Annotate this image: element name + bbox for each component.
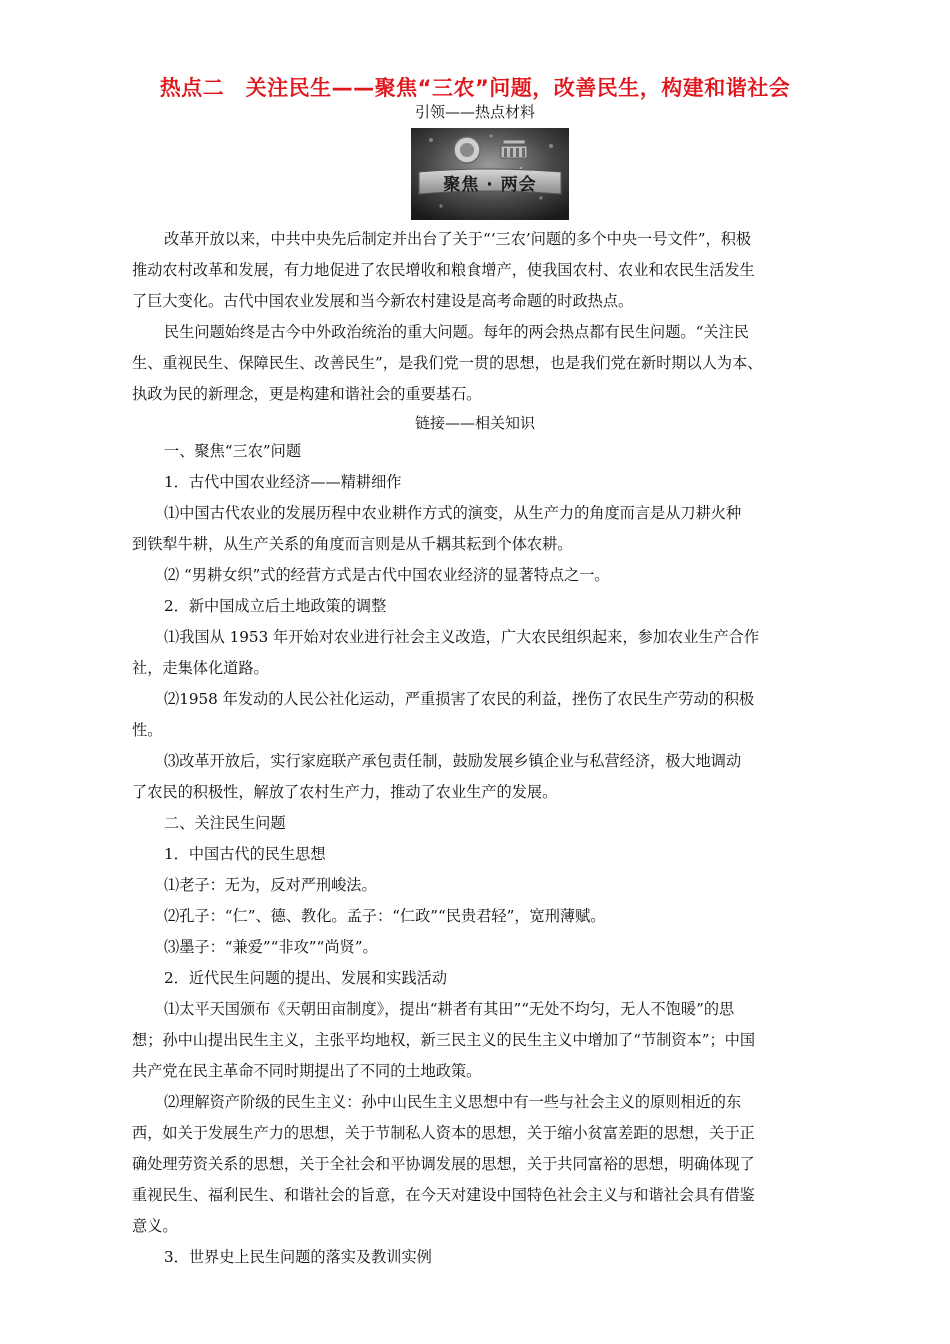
text-line: 了巨大变化。古代中国农业发展和当今新农村建设是高考命题的时政热点。 (132, 292, 634, 310)
text-line: 了农民的积极性，解放了农村生产力，推动了农业生产的发展。 (132, 783, 558, 801)
banner-image (411, 128, 569, 220)
intro-paragraph (132, 317, 822, 410)
intro-text (132, 224, 822, 410)
text-line: 1．古代中国农业经济——精耕细作 (164, 473, 402, 491)
text-line: 执政为民的新理念，更是构建和谐社会的重要基石。 (132, 385, 482, 403)
text-line: 生、重视民生、保障民生、改善民生”，是我们党一贯的思想，也是我们党在新时期以人为本、 (132, 354, 763, 372)
text-line: 意义。 (132, 1217, 178, 1235)
text-line: 共产党在民主革命不同时期提出了不同的土地政策。 (132, 1062, 482, 1080)
text-line: 民生问题始终是古今中外政治统治的重大问题。每年的两会热点都有民生问题。“关注民 (164, 323, 749, 341)
text-line: 重视民生、福利民生、和谐社会的旨意，在今天对建设中国特色社会主义与和谐社会具有借鉴 (132, 1186, 755, 1204)
text-line: 改革开放以来，中共中央先后制定并出台了关于“‘三农’问题的多个中央一号文件”，积极 (164, 230, 752, 248)
section-heading-link: 链接——相关知识 (414, 414, 535, 432)
intro-paragraph (132, 224, 822, 317)
text-line: 1．中国古代的民生思想 (164, 845, 326, 863)
banner-text: 聚焦 · 两会 (443, 175, 537, 195)
text-line: ⑶改革开放后，实行家庭联产承包责任制，鼓励发展乡镇企业与私营经济，极大地调动 (164, 752, 742, 770)
text-line: 性。 (132, 721, 163, 739)
text-line: 到铁犁牛耕，从生产关系的角度而言则是从千耦其耘到个体农耕。 (132, 535, 573, 553)
text-line: 确处理劳资关系的思想，关于全社会和平协调发展的思想，关于共同富裕的思想，明确体现了 (132, 1155, 755, 1173)
text-line: 3．世界史上民生问题的落实及教训实例 (164, 1248, 432, 1266)
page-title: 热点二 关注民生——聚焦“三农”问题，改善民生，构建和谐社会 (159, 76, 791, 100)
text-line: ⑵孔子：“仁”、德、教化。孟子：“仁政”“民贵君轻”，宽刑薄赋。 (164, 907, 606, 925)
text-line: 西，如关于发展生产力的思想，关于节制私人资本的思想，关于缩小贫富差距的思想，关于正 (132, 1124, 755, 1142)
knowledge-list (132, 436, 822, 1273)
text-line: ⑵1958 年发动的人民公社化运动，严重损害了农民的利益，挫伤了农民生产劳动的积极 (164, 690, 755, 708)
text-line: ⑴太平天国颁布《天朝田亩制度》，提出“耕者有其田”“无处不均匀，无人不饱暖”的思 (164, 1000, 735, 1018)
text-line: 社，走集体化道路。 (132, 659, 269, 677)
text-line: 2．新中国成立后土地政策的调整 (164, 597, 387, 615)
text-line: 一、聚焦“三农”问题 (164, 442, 302, 460)
text-line: 二、关注民生问题 (164, 814, 286, 832)
text-line: ⑴我国从 1953 年开始对农业进行社会主义改造，广大农民组织起来，参加农业生产合作 (164, 628, 760, 646)
text-line: ⑶墨子：“兼爱”“非攻”“尚贤”。 (164, 938, 378, 956)
text-line: ⑴老子：无为，反对严刑峻法。 (164, 876, 377, 894)
text-line: ⑴中国古代农业的发展历程中农业耕作方式的演变，从生产力的角度而言是从刀耕火种 (164, 504, 742, 522)
section-heading-intro: 引领——热点材料 (414, 103, 535, 121)
text-line: 想；孙中山提出民生主义，主张平均地权，新三民主义的民生主义中增加了“节制资本”；中国 (132, 1031, 756, 1049)
text-line: 2．近代民生问题的提出、发展和实践活动 (164, 969, 448, 987)
text-line: 推动农村改革和发展，有力地促进了农民增收和粮食增产，使我国农村、农业和农民生活发生 (132, 261, 755, 279)
text-line: ⑵理解资产阶级的民生主义：孙中山民生主义思想中有一些与社会主义的原则相近的东 (164, 1093, 742, 1111)
text-line: ⑵ “男耕女织”式的经营方式是古代中国农业经济的显著特点之一。 (164, 566, 610, 584)
